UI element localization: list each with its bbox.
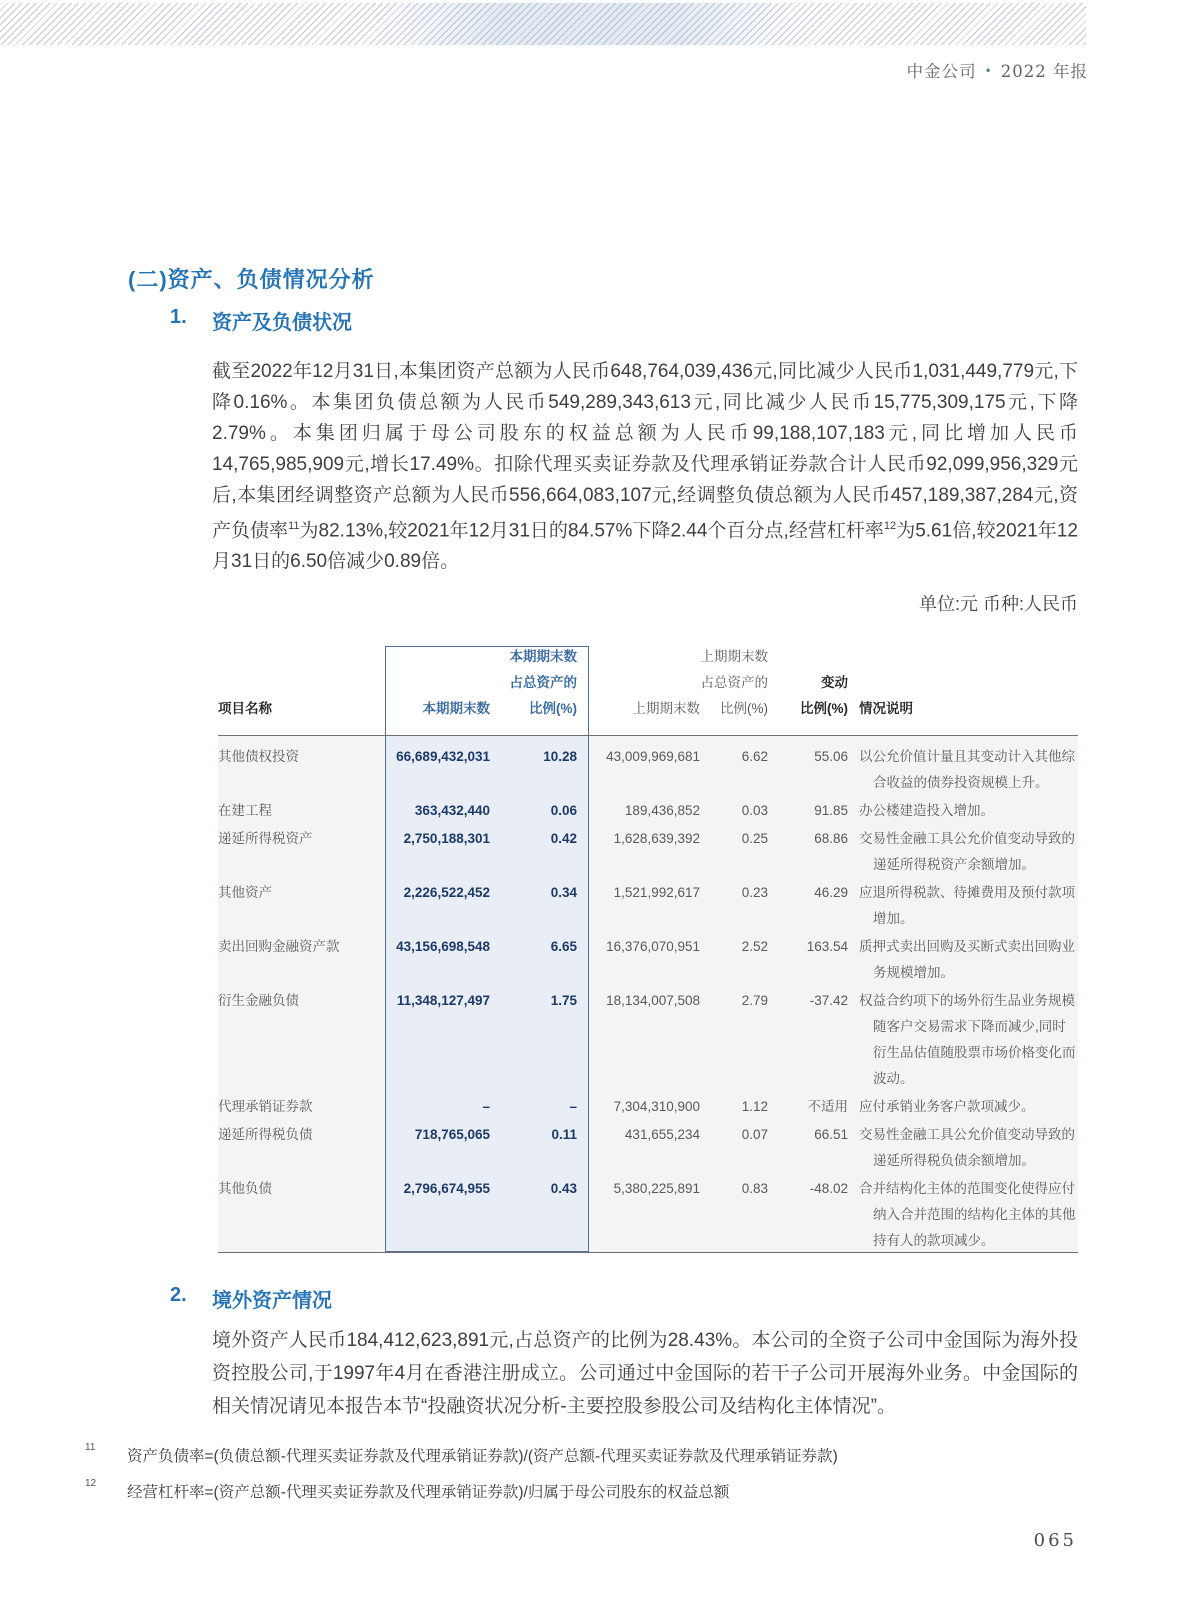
row-note: 交易性金融工具公允价值变动导致的递延所得税负债余额增加。: [859, 1127, 1075, 1168]
row-current: 2,750,188,301: [403, 831, 490, 846]
footnote-11: [85, 1444, 1085, 1466]
row-current-pct: 6.65: [550, 939, 577, 954]
section-title: (二)资产、负债情况分析: [128, 267, 375, 292]
subsection-1-number: 1.: [170, 306, 187, 328]
row-change-pct: 55.06: [814, 749, 848, 764]
header-change-line1: 变动: [821, 675, 848, 690]
brand-edition: 2022 年报: [1000, 62, 1088, 81]
footnote-11-text: 资产负债率=(负债总额-代理买卖证券款及代理承销证券款)/(资产总额-代理买卖证券款及代理承销证券款): [127, 1448, 838, 1465]
header-item-name: 项目名称: [218, 701, 272, 716]
row-label: 其他资产: [218, 885, 272, 900]
header-prev-pct-line1: 上期期末数: [700, 649, 768, 664]
row-highlight-cells: [385, 988, 589, 1092]
row-label: 代理承销证券款: [218, 1099, 313, 1114]
row-current: 66,689,432,031: [396, 749, 490, 764]
table-row: [218, 1094, 1078, 1120]
row-prev-pct: 1.12: [741, 1099, 768, 1114]
page-number: 065: [1033, 1530, 1077, 1551]
table-row: [218, 826, 1078, 878]
table-body: [218, 744, 1078, 1254]
row-change-pct: 66.51: [814, 1127, 848, 1142]
row-current: 43,156,698,548: [396, 939, 490, 954]
footnote-12-number: 12: [85, 1478, 97, 1489]
row-label: 其他负债: [218, 1181, 272, 1196]
row-label: 递延所得税资产: [218, 831, 313, 846]
header-prev-pct-line2: 占总资产的: [700, 675, 768, 690]
row-prev-pct: 2.52: [741, 939, 768, 954]
row-current: 2,796,674,955: [403, 1181, 490, 1196]
row-current-pct: 10.28: [543, 749, 577, 764]
row-prev: 18,134,007,508: [606, 993, 700, 1008]
header-hatch-pattern: [0, 3, 1086, 45]
paragraph-text: 为5.61倍,较2021年12月31日的6.50倍减少0.89倍。: [212, 520, 1078, 573]
row-prev-pct: 0.83: [741, 1181, 768, 1196]
table-unit-note: 单位:元 币种:人民币: [918, 594, 1078, 614]
paragraph-text: 截至2022年12月31日,本集团资产总额为人民币648,764,039,436元,同比减少人民币1,031,449,779元,下降0.16%。本集团负债总额为人民币549,289,343,613元,同比减少人民币15,775,309,175元,下降2.79%。本集团归属于母公司股东的权益总额为人民币99,188,107,183元,同比增加人民币14,765,985,909元,增长17.49%。扣除代理买卖证券款及代理承销证券款合计人民币92,099,956,329元后,本集团经调整资产总额为人民币556,664,083,107元,经调整负债总额为人民币457,189,387,284元,资产负债率: [212, 361, 1078, 542]
table-row: [218, 934, 1078, 986]
footnote-12: [85, 1480, 1085, 1502]
row-current: 718,765,065: [414, 1127, 490, 1142]
row-note: 应退所得税款、待摊费用及预付款项增加。: [859, 885, 1075, 926]
row-label: 衍生金融负债: [218, 993, 299, 1008]
table-row: [218, 1176, 1078, 1254]
brand-company: 中金公司: [906, 62, 977, 81]
row-highlight-cells: [385, 744, 589, 796]
footnote-12-text: 经营杠杆率=(资产总额-代理买卖证券款及代理承销证券款)/归属于母公司股东的权益总额: [127, 1484, 730, 1501]
table-row: [218, 880, 1078, 932]
row-change-pct: 68.86: [814, 831, 848, 846]
page-header-brand: [907, 58, 1088, 82]
row-current-pct: 0.34: [550, 885, 577, 900]
subsection-1-title: 资产及负债状况: [212, 312, 352, 334]
row-prev: 16,376,070,951: [606, 939, 700, 954]
row-note: 合并结构化主体的范围变化使得应付纳入合并范围的结构化主体的其他持有人的款项减少。: [859, 1181, 1076, 1248]
row-highlight-cells: [385, 1094, 589, 1120]
row-note: 权益合约项下的场外衍生品业务规模随客户交易需求下降而减少,同时衍生品估值随股票市场价格变化而波动。: [859, 993, 1076, 1086]
row-note: 交易性金融工具公允价值变动导致的递延所得税资产余额增加。: [859, 831, 1075, 872]
row-change-pct: 163.54: [806, 939, 848, 954]
row-current-pct: –: [569, 1099, 577, 1114]
row-label: 在建工程: [218, 803, 272, 818]
header-current: 本期期末数: [422, 701, 490, 716]
row-change-pct: 46.29: [814, 885, 848, 900]
header-current-pct-line3: 比例(%): [529, 701, 577, 716]
row-note: 应付承销业务客户款项减少。: [859, 1099, 1035, 1114]
brand-separator-dot: •: [984, 64, 993, 78]
row-current-pct: 0.43: [550, 1181, 577, 1196]
row-prev-pct: 0.25: [741, 831, 768, 846]
assets-liabilities-paragraph: [212, 356, 1078, 577]
header-prev: 上期期末数: [632, 701, 700, 716]
table-row: [218, 744, 1078, 796]
row-current: –: [482, 1099, 490, 1114]
table-row: [218, 798, 1078, 824]
row-label: 其他债权投资: [218, 749, 299, 764]
row-prev: 431,655,234: [624, 1127, 700, 1142]
row-prev: 1,628,639,392: [613, 831, 700, 846]
table-row: [218, 1122, 1078, 1174]
row-current-pct: 0.42: [550, 831, 577, 846]
row-prev: 43,009,969,681: [606, 749, 700, 764]
paragraph-text: 为82.13%,较2021年12月31日的84.57%下降2.44个百分点,经营杠杆率: [299, 520, 884, 542]
overseas-assets-paragraph: 境外资产人民币184,412,623,891元,占总资产的比例为28.43%。本公司的全资子公司中金国际为海外投资控股公司,于1997年4月在香港注册成立。公司通过中金国际的若干子公司开展海外业务。中金国际的相关情况请见本报告本节“投融资状况分析-主要控股参股公司及结构化主体情况”。: [212, 1330, 1078, 1417]
row-highlight-cells: [385, 826, 589, 878]
subsection-1-heading: [170, 306, 352, 335]
row-note: 以公允价值计量且其变动计入其他综合收益的债券投资规模上升。: [859, 749, 1075, 790]
header-change-line2: 比例(%): [800, 701, 848, 716]
row-change-pct: 91.85: [814, 803, 848, 818]
row-current-pct: 1.75: [550, 993, 577, 1008]
row-change-pct: 不适用: [807, 1099, 848, 1114]
row-current: 11,348,127,497: [396, 993, 490, 1008]
row-prev-pct: 6.62: [741, 749, 768, 764]
footnote-ref-11: 11: [288, 520, 300, 532]
row-current-pct: 0.06: [550, 803, 577, 818]
table-header-line-3: [218, 698, 1078, 720]
footnote-11-number: 11: [85, 1442, 96, 1453]
row-highlight-cells: [385, 1176, 589, 1254]
row-change-pct: -37.42: [809, 993, 848, 1008]
row-prev-pct: 0.07: [741, 1127, 768, 1142]
row-label: 卖出回购金融资产款: [218, 939, 340, 954]
row-label: 递延所得税负债: [218, 1127, 313, 1142]
row-prev: 5,380,225,891: [613, 1181, 700, 1196]
row-prev: 7,304,310,900: [613, 1099, 700, 1114]
row-note: 质押式卖出回购及买断式卖出回购业务规模增加。: [859, 939, 1075, 980]
table-header-line-1: [218, 646, 1078, 668]
table-row: [218, 988, 1078, 1092]
row-prev: 1,521,992,617: [613, 885, 700, 900]
row-current-pct: 0.11: [551, 1127, 577, 1142]
header-note: 情况说明: [859, 701, 913, 716]
header-current-pct-line2: 占总资产的: [509, 675, 577, 690]
row-current: 363,432,440: [414, 803, 490, 818]
row-highlight-cells: [385, 880, 589, 932]
row-current: 2,226,522,452: [403, 885, 490, 900]
assets-liabilities-table: [218, 630, 1078, 1254]
table-header-line-2: [218, 672, 1078, 694]
row-prev: 189,436,852: [624, 803, 700, 818]
row-highlight-cells: [385, 1122, 589, 1174]
row-prev-pct: 0.23: [741, 885, 768, 900]
subsection-2-number: 2.: [170, 1284, 187, 1306]
row-highlight-cells: [385, 934, 589, 986]
row-change-pct: -48.02: [809, 1181, 848, 1196]
subsection-2-heading: [170, 1284, 332, 1313]
footnote-ref-12: 12: [883, 520, 897, 532]
row-prev-pct: 0.03: [741, 803, 768, 818]
table-header-separator: [218, 735, 1078, 736]
subsection-2-title: 境外资产情况: [212, 1290, 332, 1312]
row-prev-pct: 2.79: [741, 993, 768, 1008]
header-current-pct-line1: 本期期末数: [509, 649, 577, 664]
header-prev-pct-line3: 比例(%): [720, 701, 768, 716]
row-note: 办公楼建造投入增加。: [859, 803, 994, 818]
row-highlight-cells: [385, 798, 589, 824]
